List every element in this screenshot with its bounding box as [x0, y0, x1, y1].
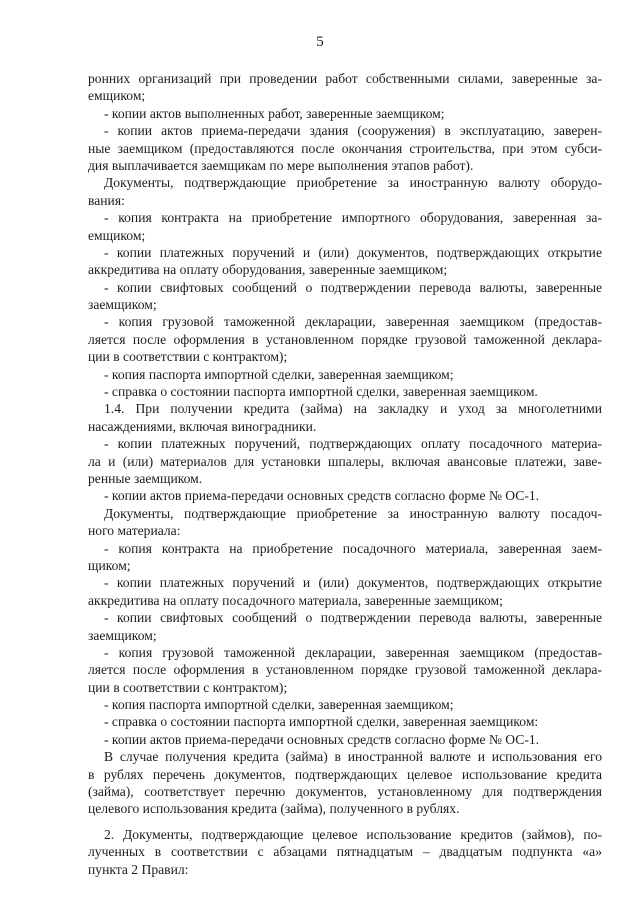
text-line: ции в соответствии с контрактом);: [88, 349, 288, 365]
text-line: - копия паспорта импортной сделки, заверенная заемщиком;: [104, 366, 454, 382]
text-line: - копии свифтовых сообщений о подтверждении перевода валюты, заверенные: [104, 279, 602, 295]
text-line: - копия паспорта импортной сделки, заверенная заемщиком;: [104, 697, 454, 713]
text-line: - копии платежных поручений, подтверждающих оплату посадочного материа-: [104, 436, 602, 452]
document-body: [88, 70, 602, 878]
text-line: в рублях перечень документов, подтверждающих целевое использование кредита: [88, 766, 602, 782]
text-line: емщиком;: [88, 88, 146, 104]
text-line: ции в соответствии с контрактом);: [88, 679, 288, 695]
text-line: аккредитива на оплату оборудования, заверенные заемщиком;: [88, 262, 448, 278]
text-line: - копии актов приема-передачи основных средств согласно форме № ОС-1.: [104, 731, 540, 747]
text-line: В случае получения кредита (займа) в иностранной валюте и использования его: [104, 749, 602, 765]
text-line: целевого использования кредита (займа), полученного в рублях.: [88, 801, 460, 817]
text-line: вания:: [88, 192, 125, 208]
text-line: 1.4. При получении кредита (займа) на закладку и уход за многолетними: [104, 401, 602, 417]
text-line: заемщиком;: [88, 627, 157, 643]
text-line: (займа), соответствует перечню документов, установленному для подтверждения: [88, 784, 602, 800]
text-line: Документы, подтверждающие приобретение за иностранную валюту оборудо-: [104, 175, 602, 191]
text-line: - копии актов приема-передачи здания (сооружения) в эксплуатацию, заверен-: [104, 123, 602, 139]
text-line: дия выплачивается заемщикам по мере выполнения этапов работ).: [88, 157, 474, 173]
text-line: Документы, подтверждающие приобретение за иностранную валюту посадоч-: [104, 505, 602, 521]
text-line: аккредитива на оплату посадочного материала, заверенные заемщиком;: [88, 592, 503, 608]
text-line: - копия контракта на приобретение импортного оборудования, заверенная за-: [104, 210, 602, 226]
text-line: заемщиком;: [88, 297, 157, 313]
text-line: ные заемщиком (предоставляются после окончания строительства, при этом субси-: [88, 140, 602, 156]
text-line: 2. Документы, подтверждающие целевое использование кредитов (займов), по-: [104, 826, 602, 842]
text-line: - копии платежных поручений и (или) документов, подтверждающих открытие: [104, 575, 602, 591]
text-line: лученных в соответствии с абзацами пятнадцатым – двадцатым подпункта «а»: [88, 844, 602, 860]
text-line: емщиком;: [88, 227, 146, 243]
text-line: - копии актов приема-передачи основных средств согласно форме № ОС-1.: [104, 488, 540, 504]
text-line: щиком;: [88, 557, 131, 573]
text-line: - копии платежных поручений и (или) документов, подтверждающих открытие: [104, 244, 602, 260]
text-line: - справка о состоянии паспорта импортной сделки, заверенная заемщиком:: [104, 714, 539, 730]
text-line: - справка о состоянии паспорта импортной сделки, заверенная заемщиком.: [104, 384, 538, 400]
paragraph-gap: [88, 818, 602, 826]
page-number: 5: [316, 34, 324, 50]
text-line: ренные заемщиком.: [88, 470, 203, 486]
text-line: - копии свифтовых сообщений о подтверждении перевода валюты, заверенные: [104, 610, 602, 626]
text-line: - копия контракта на приобретение посадочного материала, заверенная заем-: [104, 540, 602, 556]
text-line: ного материала:: [88, 523, 181, 539]
text-line: пункта 2 Правил:: [88, 861, 189, 877]
text-line: ляется после оформления в установленном порядке грузовой таможенной деклара-: [88, 662, 602, 678]
text-line: ронних организаций при проведении работ собственными силами, заверенные за-: [88, 71, 602, 86]
text-line: насаждениями, включая виноградники.: [88, 418, 317, 434]
text-line: - копия грузовой таможенной декларации, заверенная заемщиком (предостав-: [104, 644, 602, 660]
text-line: ла и (или) материалов для установки шпалеры, включая авансовые платежи, заве-: [88, 453, 602, 469]
text-line: ляется после оформления в установленном порядке грузовой таможенной деклара-: [88, 331, 602, 347]
text-line: - копия грузовой таможенной декларации, заверенная заемщиком (предостав-: [104, 314, 602, 330]
text-line: - копии актов выполненных работ, заверенные заемщиком;: [104, 105, 445, 121]
